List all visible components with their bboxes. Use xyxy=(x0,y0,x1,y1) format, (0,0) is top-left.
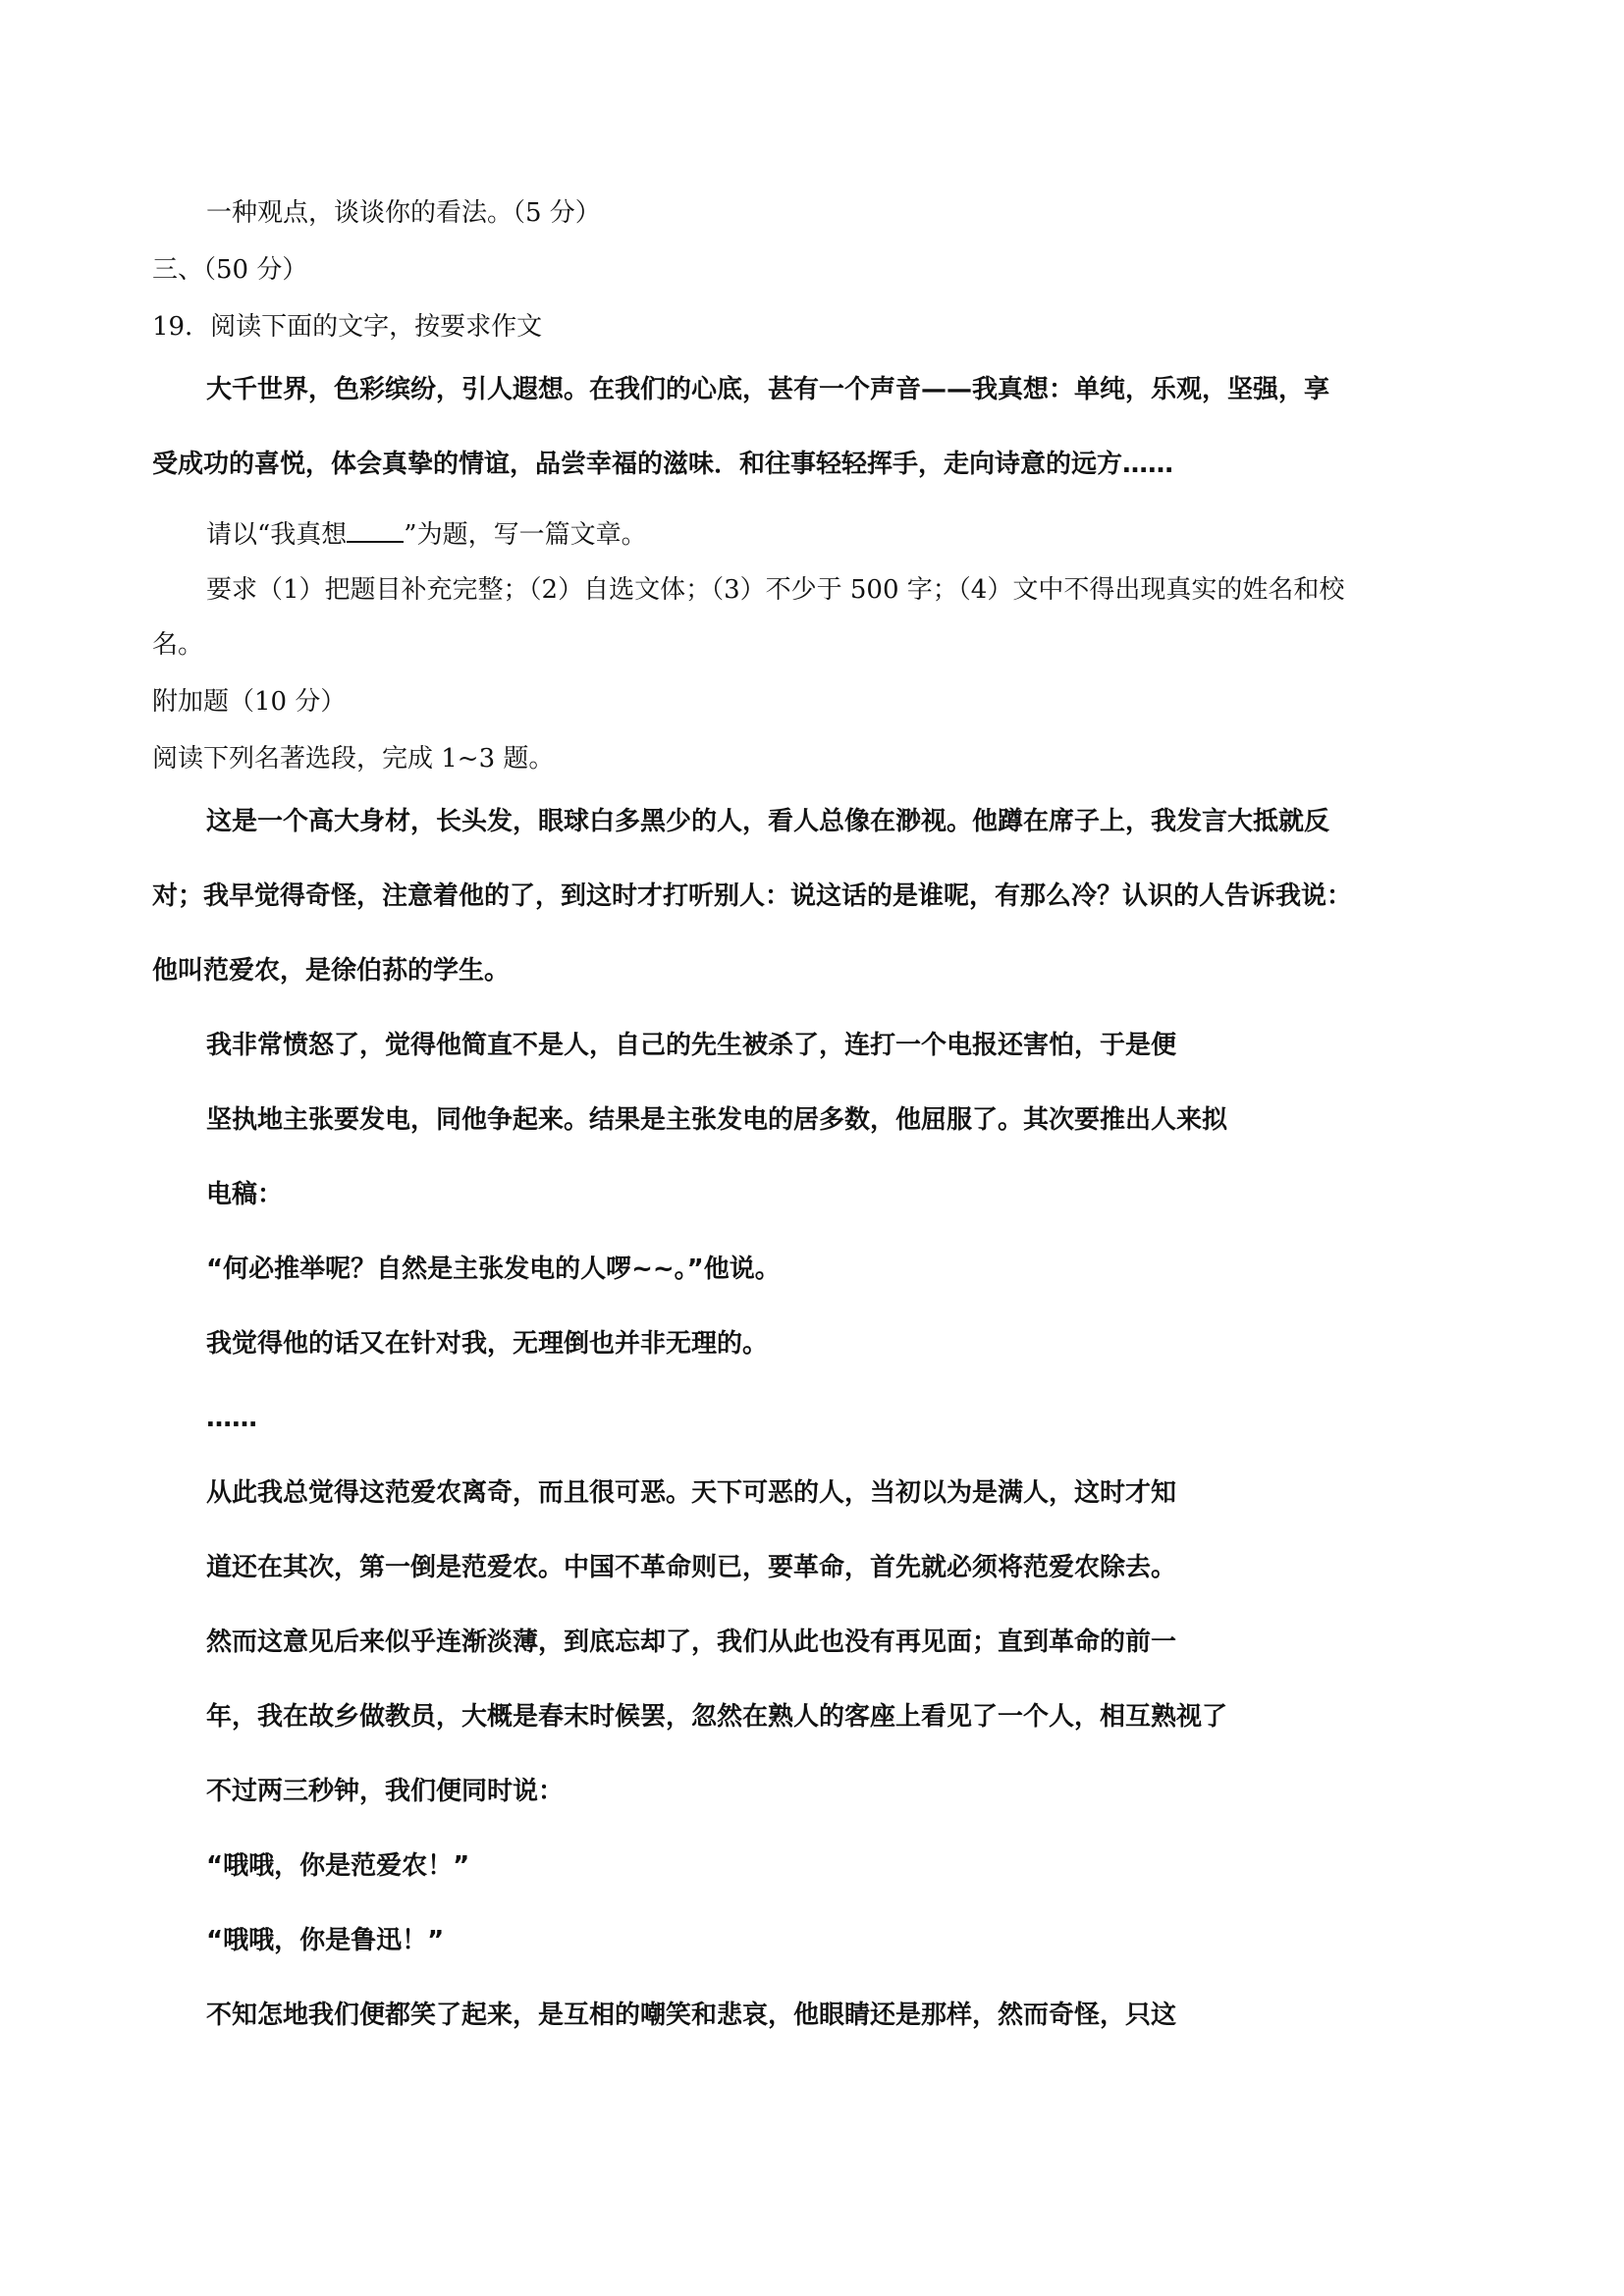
passage-line: 我觉得他的话又在针对我，无理倒也并非无理的。 xyxy=(206,1329,769,1359)
title-prefix: 请以“我真想 xyxy=(206,520,348,550)
section-heading: 三、（50 分） xyxy=(152,255,308,285)
passage-line: “哦哦，你是范爱农！” xyxy=(206,1851,470,1881)
passage-line: 我非常愤怒了，觉得他简直不是人，自己的先生被杀了，连打一个电报还害怕，于是便 xyxy=(206,1031,1177,1060)
passage-line: 不过两三秒钟，我们便同时说： xyxy=(206,1777,565,1806)
passage-line: 从此我总觉得这范爱农离奇，而且很可恶。天下可恶的人，当初以为是满人，这时才知 xyxy=(206,1478,1177,1508)
question-19-title: 19．阅读下面的文字，按要求作文 xyxy=(152,312,543,342)
title-suffix: ”为题，写一篇文章。 xyxy=(404,520,647,550)
passage-line: 年，我在故乡做教员，大概是春末时候罢，忽然在熟人的客座上看见了一个人，相互熟视了 xyxy=(206,1702,1228,1732)
bonus-heading: 附加题（10 分） xyxy=(152,687,347,717)
passage-line: 道还在其次，第一倒是范爱农。中国不革命则已，要革命，首先就必须将范爱农除去。 xyxy=(206,1553,1177,1582)
essay-title-instruction xyxy=(206,518,647,552)
passage-line: 他叫范爱农，是徐伯荪的学生。 xyxy=(152,956,511,986)
passage-line: …… xyxy=(206,1404,257,1433)
title-blank xyxy=(347,519,404,543)
passage-line: 坚执地主张要发电，同他争起来。结果是主张发电的居多数，他屈服了。其次要推出人来拟 xyxy=(206,1105,1228,1135)
requirements-line-2: 名。 xyxy=(152,630,204,660)
passage-line: 然而这意见后来似乎连渐淡薄，到底忘却了，我们从此也没有再见面；直到革命的前一 xyxy=(206,1628,1177,1657)
passage-line: 电稿： xyxy=(206,1180,284,1209)
passage-line: “哦哦，你是鲁迅！” xyxy=(206,1926,445,1955)
passage-line: 这是一个高大身材，长头发，眼球白多黑少的人，看人总像在渺视。他蹲在席子上，我发言大抵就反 xyxy=(206,807,1330,836)
prompt-line-2: 受成功的喜悦，体会真挚的情谊，品尝幸福的滋味．和往事轻轻挥手，走向诗意的远方…… xyxy=(152,450,1174,479)
passage-line: “何必推举呢？自然是主张发电的人啰~~。”他说。 xyxy=(206,1255,781,1284)
prompt-line-1: 大千世界，色彩缤纷，引人遐想。在我们的心底，甚有一个声音——我真想：单纯，乐观，坚强，享 xyxy=(206,375,1330,404)
continuation-line: 一种观点，谈谈你的看法。（5 分） xyxy=(206,198,601,228)
passage-line: 对；我早觉得奇怪，注意着他的了，到这时才打听别人：说这话的是谁呢，有那么冷？认识的人告诉我说： xyxy=(152,881,1353,911)
passage-line: 不知怎地我们便都笑了起来，是互相的嘲笑和悲哀，他眼睛还是那样，然而奇怪，只这 xyxy=(206,2001,1177,2030)
bonus-intro: 阅读下列名著选段，完成 1~3 题。 xyxy=(152,744,555,774)
requirements-line-1: 要求（1）把题目补充完整；（2）自选文体；（3）不少于 500 字；（4）文中不得出现真实的姓名和校 xyxy=(206,575,1345,605)
